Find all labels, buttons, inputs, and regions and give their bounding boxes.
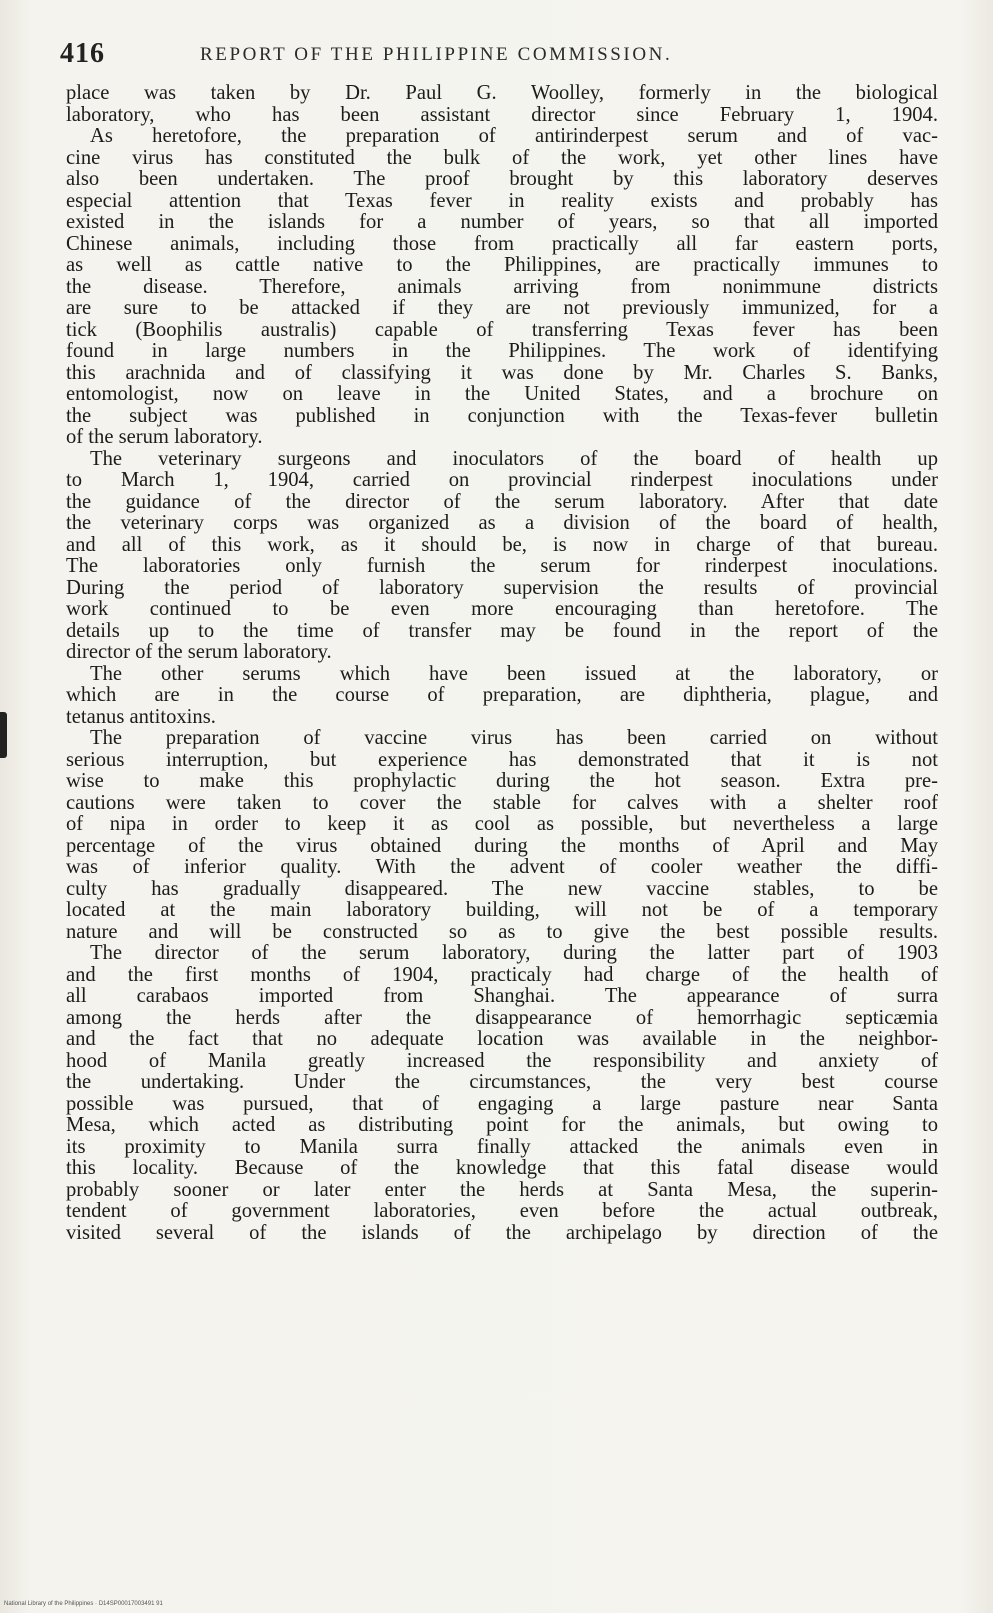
text-line: hood of Manila greatly increased the responsibility and anxiety of (66, 1049, 938, 1072)
text-line: serious interruption, but experience has demonstrated that it is not (66, 748, 938, 771)
text-line: the undertaking. Under the circumstances, the very best course (66, 1071, 938, 1093)
text-line: the guidance of the director of the serum laboratory. After that date (66, 490, 938, 513)
text-line: wise to make this prophylactic during the hot season. Extra pre- (66, 770, 938, 792)
text-line: possible was pursued, that of engaging a large pasture near Santa (66, 1092, 938, 1115)
text-line: As heretofore, the preparation of antirinderpest serum and of vac- (90, 125, 938, 147)
text-line: The director of the serum laboratory, during the latter part of 1903 (90, 942, 938, 964)
text-line: cautions were taken to cover the stable for calves with a shelter roof (66, 791, 938, 814)
text-line: nature and will be constructed so as to give the best possible results. (66, 920, 938, 943)
text-line: the subject was published in conjunction with the Texas-fever bulletin (66, 404, 938, 427)
text-line: to March 1, 1904, carried on provincial rinderpest inoculations under (66, 469, 938, 491)
text-line: probably sooner or later enter the herds at Santa Mesa, the superin- (66, 1178, 938, 1201)
text-line: found in large numbers in the Philippines. The work of identifying (66, 340, 938, 362)
text-line: Mesa, which acted as distributing point for the animals, but owing to (66, 1114, 938, 1136)
text-line: among the herds after the disappearance of hemorrhagic septicæmia (66, 1006, 938, 1029)
text-line: tetanus antitoxins. (66, 705, 216, 728)
text-line: this locality. Because of the knowledge that this fatal disease would (66, 1157, 938, 1179)
text-line: also been undertaken. The proof brought by this laboratory deserves (66, 168, 938, 190)
text-line: its proximity to Manila surra finally attacked the animals even in (66, 1135, 938, 1158)
text-line: culty has gradually disappeared. The new vaccine stables, to be (66, 877, 938, 900)
body-text (66, 83, 938, 1244)
text-line: of nipa in order to keep it as cool as possible, but nevertheless a large (66, 813, 938, 835)
text-line: the disease. Therefore, animals arriving from nonimmune districts (66, 275, 938, 298)
text-line: tendent of government laboratories, even before the actual outbreak, (66, 1200, 938, 1222)
page-number: 416 (60, 38, 105, 69)
text-line: and the first months of 1904, practicaly had charge of the health of (66, 963, 938, 986)
text-line: Chinese animals, including those from practically all far eastern ports, (66, 232, 938, 255)
text-line: percentage of the virus obtained during the months of April and May (66, 834, 938, 857)
text-line: tick (Boophilis australis) capable of transferring Texas fever has been (66, 318, 938, 341)
text-line: The laboratories only furnish the serum for rinderpest inoculations. (66, 555, 938, 577)
text-line: laboratory, who has been assistant director since February 1, 1904. (66, 103, 938, 126)
text-line: work continued to be even more encouraging than heretofore. The (66, 598, 938, 620)
text-line: the veterinary corps was organized as a division of the board of health, (66, 512, 938, 534)
text-line: located at the main laboratory building, will not be of a temporary (66, 899, 938, 921)
text-line: existed in the islands for a number of years, so that all imported (66, 211, 938, 233)
text-line: of the serum laboratory. (66, 426, 263, 448)
text-line: visited several of the islands of the archipelago by direction of the (66, 1221, 938, 1244)
page-header (60, 38, 940, 78)
text-line: and the fact that no adequate location was available in the neighbor- (66, 1028, 938, 1050)
text-line: are sure to be attacked if they are not previously immunized, for a (66, 297, 938, 319)
text-line: was of inferior quality. With the advent of cooler weather the diffi- (66, 856, 938, 878)
text-line: and all of this work, as it should be, is now in charge of that bureau. (66, 533, 938, 556)
text-line: During the period of laboratory supervision the results of provincial (66, 576, 938, 599)
text-line: place was taken by Dr. Paul G. Woolley, formerly in the biological (66, 82, 938, 104)
text-line: all carabaos imported from Shanghai. The appearance of surra (66, 985, 938, 1007)
text-line: this arachnida and of classifying it was done by Mr. Charles S. Banks, (66, 361, 938, 384)
text-line: entomologist, now on leave in the United States, and a brochure on (66, 383, 938, 405)
binding-edge-mark (0, 712, 7, 758)
text-line: The veterinary surgeons and inoculators of the board of health up (90, 447, 938, 470)
running-head: REPORT OF THE PHILIPPINE COMMISSION. (200, 44, 673, 65)
text-line: cine virus has constituted the bulk of the work, yet other lines have (66, 146, 938, 169)
text-line: which are in the course of preparation, are diphtheria, plague, and (66, 684, 938, 706)
text-line: The preparation of vaccine virus has been carried on without (90, 727, 938, 749)
text-line: details up to the time of transfer may be found in the report of the (66, 619, 938, 642)
scan-footer-note: National Library of the Philippines · D14SP00017003491 91 (4, 1601, 163, 1607)
text-line: The other serums which have been issued at the laboratory, or (90, 662, 938, 685)
text-line: director of the serum laboratory. (66, 641, 332, 663)
text-line: as well as cattle native to the Philippines, are practically immunes to (66, 254, 938, 276)
text-line: especial attention that Texas fever in reality exists and probably has (66, 189, 938, 212)
